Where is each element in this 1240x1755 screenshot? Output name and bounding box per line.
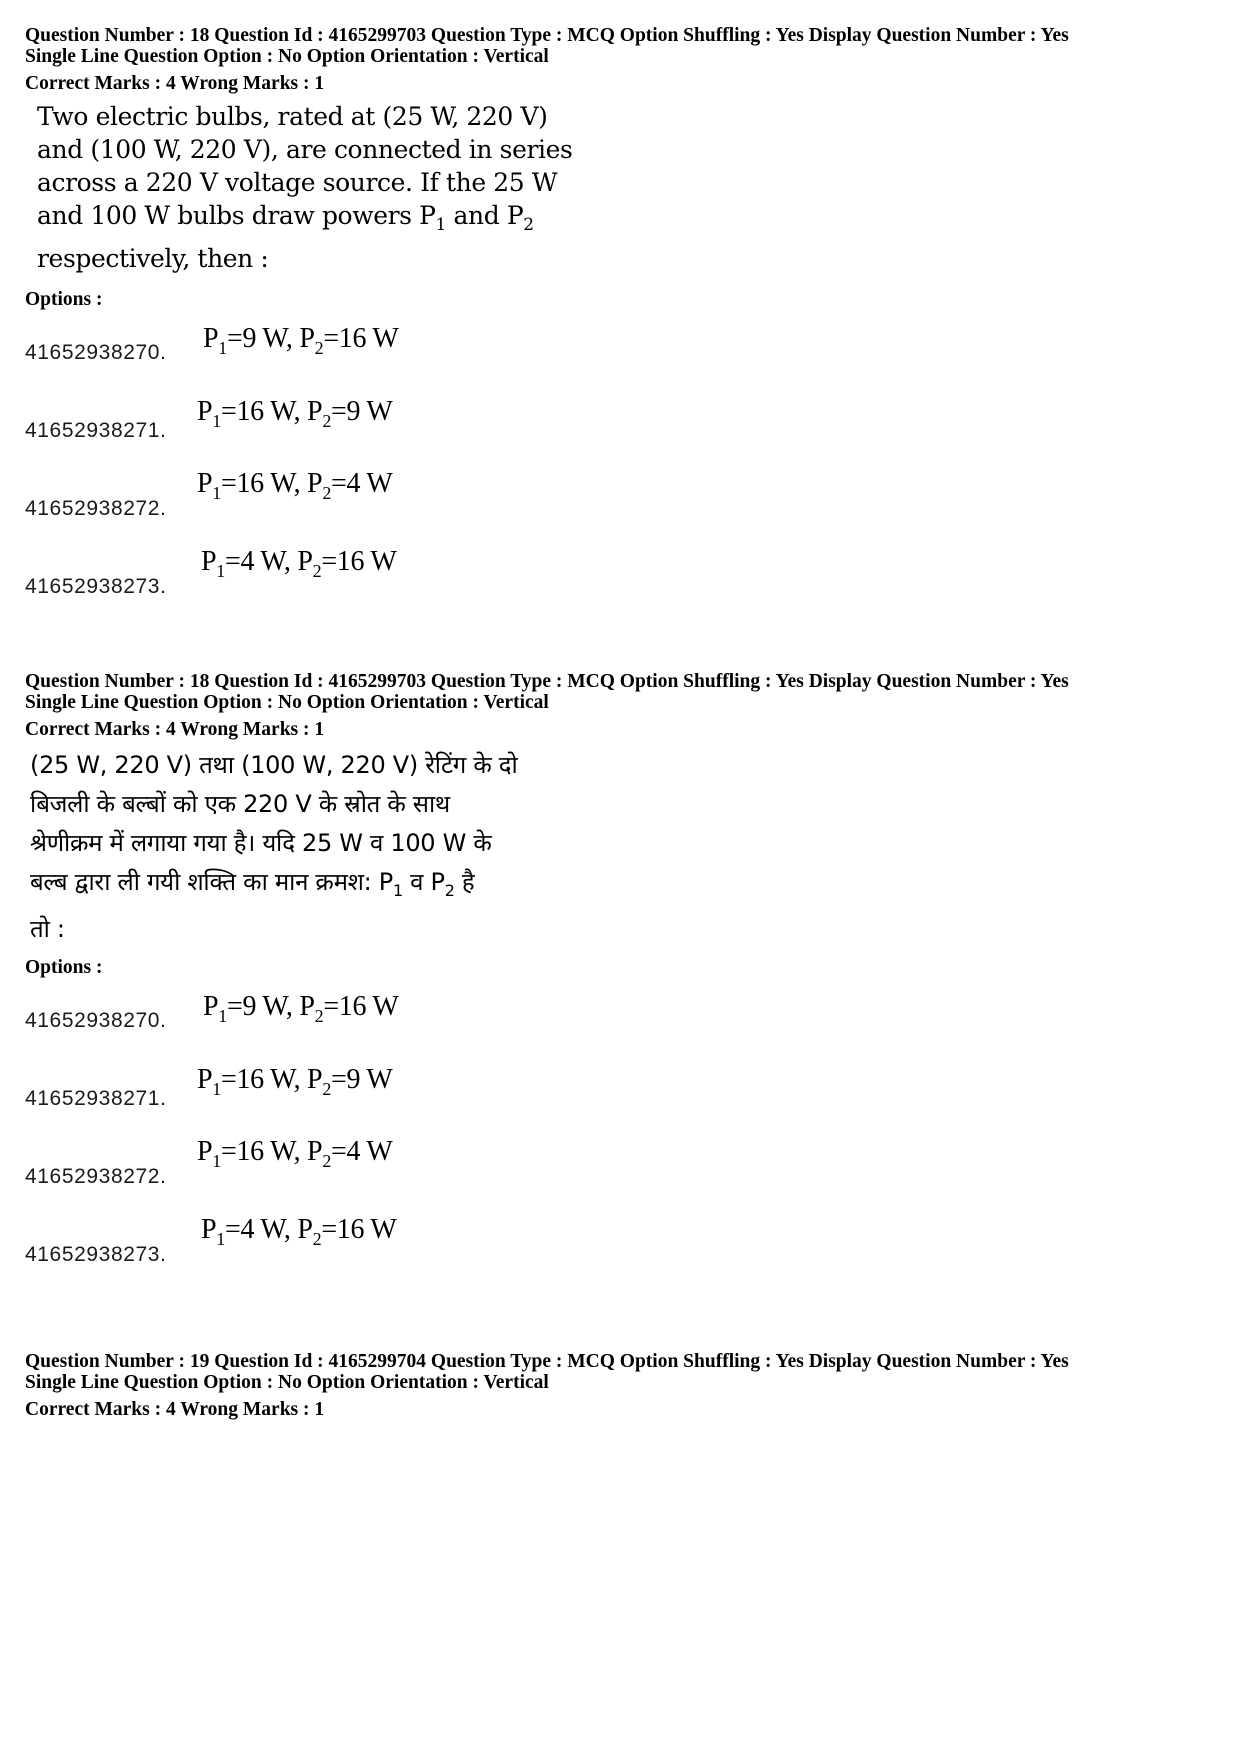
subscript: 2 [523,215,534,235]
option-id: 41652938273. [25,575,167,598]
question-text-fragment: and P [445,201,524,230]
option-text: $P_1=9$ W, $P_2=16$ W [203,990,399,1026]
options-label: Options : [25,956,103,978]
option-id: 41652938272. [25,1164,167,1188]
option-item[interactable] [25,986,1225,1064]
option-item[interactable] [25,396,1225,474]
option-item[interactable] [25,1213,1225,1298]
question-meta-line-1: Question Number : 19 Question Id : 4165299704 Question Type : MCQ Option Shuffling : Yes Display Question Number : Yes [25,1351,1069,1372]
question-text-fragment: and 100 W bulbs draw powers P [37,201,436,230]
option-id: 41652938270. [25,341,167,364]
option-text: $P_1=4$ W, $P_2=16$ W [201,1213,397,1249]
option-text: $P_1=16$ W, $P_2=9$ W [197,396,393,431]
option-item[interactable] [25,318,1225,396]
question-text-line: and (100 W, 220 V), are connected in series [37,135,573,164]
question-text-line: respectively, then : [37,244,269,273]
question-text-line [30,863,550,910]
option-item[interactable] [25,468,1225,552]
subscript: 1 [392,880,403,900]
option-item[interactable] [25,1135,1225,1220]
question-text-line: across a 220 V voltage source. If the 25 W [37,168,558,197]
option-text: $P_1=16$ W, $P_2=4$ W [197,1135,393,1171]
options-list [25,318,1225,630]
question-meta-line-1: Question Number : 18 Question Id : 4165299703 Question Type : MCQ Option Shuffling : Yes Display Question Number : Yes [25,671,1069,692]
question-block-next [25,1351,1225,1420]
question-text-line: तो : [30,914,65,943]
marks-line: Correct Marks : 4 Wrong Marks : 1 [25,1399,325,1420]
question-meta-line-2: Single Line Question Option : No Option Orientation : Vertical [25,692,549,713]
question-meta-line-2: Single Line Question Option : No Option Orientation : Vertical [25,1372,549,1393]
option-text: $P_1=4$ W, $P_2=16$ W [201,546,397,581]
question-text-fragment: बल्ब द्वारा ली गयी शक्ति का मान क्रमश: P [30,868,393,896]
question-meta-line-1: Question Number : 18 Question Id : 4165299703 Question Type : MCQ Option Shuffling : Yes Display Question Number : Yes [25,25,1069,46]
question-text-line [37,199,577,242]
option-item[interactable] [25,1064,1225,1142]
option-text: $P_1=9$ W, $P_2=16$ W [203,323,399,358]
subscript: 1 [435,215,446,235]
options-list [25,986,1225,1298]
subscript: 2 [444,880,455,900]
question-text [37,100,577,275]
question-text [30,746,550,949]
option-id: 41652938271. [25,1086,167,1110]
question-text-line: (25 W, 220 V) तथा (100 W, 220 V) रेटिंग के दो [30,751,518,779]
marks-line: Correct Marks : 4 Wrong Marks : 1 [25,73,325,94]
question-meta-line-2: Single Line Question Option : No Option Orientation : Vertical [25,46,549,67]
option-id: 41652938273. [25,1242,167,1266]
option-id: 41652938271. [25,419,167,442]
question-block-hindi [25,671,1225,1298]
marks-line: Correct Marks : 4 Wrong Marks : 1 [25,719,325,740]
question-text-line: श्रेणीक्रम में लगाया गया है। यदि 25 W व 100 W के [30,829,492,857]
question-text-fragment: है [454,868,475,896]
option-id: 41652938270. [25,1008,167,1032]
option-text: $P_1=16$ W, $P_2=9$ W [197,1063,393,1099]
question-text-line: Two electric bulbs, rated at (25 W, 220 V) [37,102,548,131]
option-text: $P_1=16$ W, $P_2=4$ W [197,468,393,503]
question-text-line: बिजली के बल्बों को एक 220 V के स्रोत के साथ [30,790,450,818]
question-text-fragment: व P [402,868,445,896]
option-item[interactable] [25,546,1225,630]
question-block-english [25,25,1225,630]
option-id: 41652938272. [25,497,167,520]
options-label: Options : [25,289,103,310]
